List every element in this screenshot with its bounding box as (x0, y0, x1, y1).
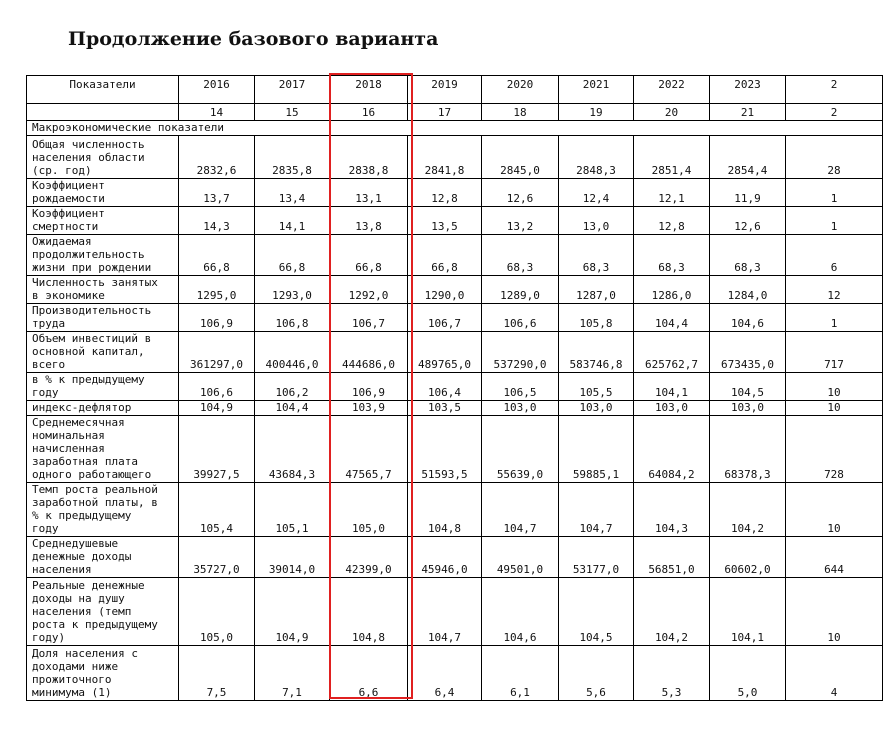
indicator-value: 5,0 (710, 646, 786, 701)
column-number-row (27, 104, 883, 121)
year-header: 2022 (634, 76, 710, 104)
indicator-name: Ожидаемая продолжительность жизни при рождении (27, 235, 179, 276)
indicator-value: 625762,7 (634, 332, 710, 373)
table-row (27, 136, 883, 179)
indicator-value: 10 (786, 373, 883, 401)
indicator-value: 13,7 (179, 179, 255, 207)
indicator-value: 42399,0 (330, 537, 408, 578)
table-row (27, 646, 883, 701)
indicator-value: 103,0 (482, 401, 559, 416)
indicator-value: 2848,3 (559, 136, 634, 179)
indicator-value: 14,3 (179, 207, 255, 235)
indicator-value: 1290,0 (408, 276, 482, 304)
header-row (27, 76, 883, 104)
indicator-value: 106,7 (408, 304, 482, 332)
indicator-value: 10 (786, 483, 883, 537)
indicator-name: Темп роста реальной заработной платы, в % к предыдущему году (27, 483, 179, 537)
indicator-name: Доля населения с доходами ниже прожиточного минимума (1) (27, 646, 179, 701)
indicator-value: 1293,0 (255, 276, 330, 304)
indicator-value: 13,8 (330, 207, 408, 235)
indicator-value: 2838,8 (330, 136, 408, 179)
indicator-name: Среднедушевые денежные доходы населения (27, 537, 179, 578)
table-row (27, 207, 883, 235)
indicator-value: 66,8 (255, 235, 330, 276)
section-row (27, 121, 883, 136)
indicator-value: 105,0 (330, 483, 408, 537)
indicator-value: 489765,0 (408, 332, 482, 373)
indicator-value: 53177,0 (559, 537, 634, 578)
indicator-value: 39927,5 (179, 416, 255, 483)
indicator-value: 47565,7 (330, 416, 408, 483)
column-number: 16 (330, 104, 408, 121)
indicator-value: 444686,0 (330, 332, 408, 373)
indicator-value: 104,7 (408, 578, 482, 646)
indicator-value: 104,4 (634, 304, 710, 332)
indicator-value: 43684,3 (255, 416, 330, 483)
indicator-value: 66,8 (408, 235, 482, 276)
table-row (27, 332, 883, 373)
indicator-name: Численность занятых в экономике (27, 276, 179, 304)
indicator-value: 68,3 (710, 235, 786, 276)
indicator-value: 59885,1 (559, 416, 634, 483)
column-number: 15 (255, 104, 330, 121)
indicator-value: 68378,3 (710, 416, 786, 483)
indicator-value: 103,0 (634, 401, 710, 416)
indicator-value: 105,1 (255, 483, 330, 537)
indicator-value: 104,6 (710, 304, 786, 332)
indicator-value: 104,8 (330, 578, 408, 646)
indicator-value: 537290,0 (482, 332, 559, 373)
indicator-name: в % к предыдущему году (27, 373, 179, 401)
indicator-value: 106,7 (330, 304, 408, 332)
indicator-value: 104,7 (559, 483, 634, 537)
indicator-value: 12,1 (634, 179, 710, 207)
indicator-value: 7,5 (179, 646, 255, 701)
indicator-value: 717 (786, 332, 883, 373)
indicator-value: 106,9 (330, 373, 408, 401)
indicator-value: 104,5 (559, 578, 634, 646)
indicator-value: 106,6 (482, 304, 559, 332)
year-header: 2019 (408, 76, 482, 104)
column-number: 19 (559, 104, 634, 121)
indicator-value: 673435,0 (710, 332, 786, 373)
indicator-value: 5,3 (634, 646, 710, 701)
indicator-value: 13,1 (330, 179, 408, 207)
indicator-value: 6,4 (408, 646, 482, 701)
indicator-value: 45946,0 (408, 537, 482, 578)
indicator-value: 106,5 (482, 373, 559, 401)
indicator-value: 13,2 (482, 207, 559, 235)
indicator-value: 39014,0 (255, 537, 330, 578)
indicator-value: 35727,0 (179, 537, 255, 578)
column-number-blank (27, 104, 179, 121)
indicator-value: 10 (786, 578, 883, 646)
indicator-name: Реальные денежные доходы на душу населения (темп роста к предыдущему году) (27, 578, 179, 646)
indicator-value: 105,0 (179, 578, 255, 646)
indicator-value: 60602,0 (710, 537, 786, 578)
indicator-value: 105,8 (559, 304, 634, 332)
indicator-value: 104,2 (710, 483, 786, 537)
indicator-value: 2832,6 (179, 136, 255, 179)
indicator-value: 12 (786, 276, 883, 304)
indicator-value: 2854,4 (710, 136, 786, 179)
year-header: 2016 (179, 76, 255, 104)
indicator-value: 6,1 (482, 646, 559, 701)
indicator-value: 400446,0 (255, 332, 330, 373)
table-row (27, 483, 883, 537)
indicator-value: 106,4 (408, 373, 482, 401)
table-row (27, 578, 883, 646)
indicators-table (26, 75, 883, 701)
table-row (27, 401, 883, 416)
indicator-value: 728 (786, 416, 883, 483)
column-number: 20 (634, 104, 710, 121)
column-number: 21 (710, 104, 786, 121)
indicator-value: 1 (786, 304, 883, 332)
indicator-value: 2841,8 (408, 136, 482, 179)
indicator-value: 1289,0 (482, 276, 559, 304)
table-row (27, 304, 883, 332)
indicator-value: 5,6 (559, 646, 634, 701)
indicator-value: 1292,0 (330, 276, 408, 304)
indicator-value: 68,3 (482, 235, 559, 276)
indicator-value: 12,4 (559, 179, 634, 207)
column-number: 18 (482, 104, 559, 121)
indicator-value: 104,8 (408, 483, 482, 537)
indicator-value: 104,9 (179, 401, 255, 416)
indicator-value: 56851,0 (634, 537, 710, 578)
table-row (27, 537, 883, 578)
indicator-value: 104,5 (710, 373, 786, 401)
indicator-value: 13,0 (559, 207, 634, 235)
year-header: 2 (786, 76, 883, 104)
indicator-name: Коэффициент рождаемости (27, 179, 179, 207)
year-header: 2017 (255, 76, 330, 104)
indicator-value: 583746,8 (559, 332, 634, 373)
indicator-name: Общая численность населения области (ср. год) (27, 136, 179, 179)
page-title: Продолжение базового варианта (68, 28, 439, 50)
indicator-value: 12,6 (710, 207, 786, 235)
year-header: 2021 (559, 76, 634, 104)
indicator-value: 106,6 (179, 373, 255, 401)
indicator-name: Производительность труда (27, 304, 179, 332)
indicator-value: 28 (786, 136, 883, 179)
indicator-value: 51593,5 (408, 416, 482, 483)
indicator-value: 106,9 (179, 304, 255, 332)
indicator-value: 1286,0 (634, 276, 710, 304)
indicator-value: 104,2 (634, 578, 710, 646)
indicator-value: 1295,0 (179, 276, 255, 304)
indicator-value: 1 (786, 179, 883, 207)
indicator-value: 2835,8 (255, 136, 330, 179)
indicator-value: 104,1 (710, 578, 786, 646)
indicator-value: 13,5 (408, 207, 482, 235)
indicator-value: 49501,0 (482, 537, 559, 578)
indicator-value: 103,0 (710, 401, 786, 416)
indicator-value: 68,3 (634, 235, 710, 276)
indicator-name: Среднемесячная номинальная начисленная заработная плата одного работающего (27, 416, 179, 483)
table-row (27, 373, 883, 401)
column-number: 14 (179, 104, 255, 121)
column-number: 2 (786, 104, 883, 121)
indicator-value: 4 (786, 646, 883, 701)
year-header: 2020 (482, 76, 559, 104)
indicator-value: 68,3 (559, 235, 634, 276)
indicator-value: 105,4 (179, 483, 255, 537)
indicator-value: 104,7 (482, 483, 559, 537)
indicator-value: 104,4 (255, 401, 330, 416)
indicator-value: 14,1 (255, 207, 330, 235)
indicator-value: 11,9 (710, 179, 786, 207)
column-number: 17 (408, 104, 482, 121)
indicator-value: 104,6 (482, 578, 559, 646)
indicator-name: Объем инвестиций в основной капитал, всего (27, 332, 179, 373)
indicator-value: 106,8 (255, 304, 330, 332)
indicator-value: 6 (786, 235, 883, 276)
indicator-value: 1284,0 (710, 276, 786, 304)
indicator-value: 64084,2 (634, 416, 710, 483)
year-header: 2023 (710, 76, 786, 104)
indicator-value: 66,8 (330, 235, 408, 276)
year-header: 2018 (330, 76, 408, 104)
indicator-value: 10 (786, 401, 883, 416)
indicator-value: 55639,0 (482, 416, 559, 483)
header-label: Показатели (27, 76, 179, 104)
indicator-value: 13,4 (255, 179, 330, 207)
indicator-value: 12,8 (408, 179, 482, 207)
indicator-value: 66,8 (179, 235, 255, 276)
indicator-value: 12,6 (482, 179, 559, 207)
table-row (27, 276, 883, 304)
table-row (27, 416, 883, 483)
indicator-value: 104,3 (634, 483, 710, 537)
indicator-value: 1 (786, 207, 883, 235)
indicator-value: 12,8 (634, 207, 710, 235)
indicator-value: 106,2 (255, 373, 330, 401)
indicator-name: индекс-дефлятор (27, 401, 179, 416)
indicator-value: 2851,4 (634, 136, 710, 179)
indicator-value: 1287,0 (559, 276, 634, 304)
section-title: Макроэкономические показатели (27, 121, 883, 136)
indicator-value: 105,5 (559, 373, 634, 401)
indicator-value: 103,5 (408, 401, 482, 416)
indicator-value: 7,1 (255, 646, 330, 701)
indicator-value: 6,6 (330, 646, 408, 701)
table-container (26, 75, 844, 701)
indicator-value: 361297,0 (179, 332, 255, 373)
indicator-value: 104,1 (634, 373, 710, 401)
indicator-value: 103,0 (559, 401, 634, 416)
indicator-value: 103,9 (330, 401, 408, 416)
indicator-name: Коэффициент смертности (27, 207, 179, 235)
indicator-value: 104,9 (255, 578, 330, 646)
table-row (27, 235, 883, 276)
indicator-value: 2845,0 (482, 136, 559, 179)
table-row (27, 179, 883, 207)
indicator-value: 644 (786, 537, 883, 578)
